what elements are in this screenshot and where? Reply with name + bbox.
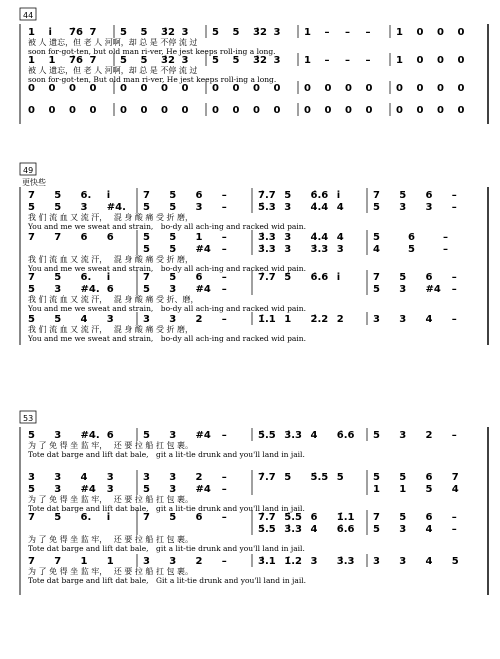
note: 5̇.5	[310, 472, 329, 483]
lyric-chinese: 我 们 流 血 又 流 汗， 混 身 酸 痛 受 折 磨，	[28, 213, 194, 222]
note: 5	[140, 55, 148, 66]
note: 3̇2	[161, 55, 175, 66]
note: 0	[416, 27, 424, 38]
note: 2	[195, 556, 203, 567]
note: 3	[284, 232, 292, 243]
note: 7̇6	[69, 27, 83, 38]
note: 0	[457, 27, 465, 38]
note: 0	[181, 105, 189, 116]
note-lower: –	[451, 202, 457, 213]
note-lower: 4	[310, 524, 318, 535]
note: 0	[140, 105, 148, 116]
lyric-english: Tote dat barge and lift dat bale, git a lit-tie drunk and you'll land in jail.	[28, 544, 305, 553]
note: 3	[169, 472, 177, 483]
note: –	[345, 27, 350, 38]
note-lower: 5	[143, 202, 150, 213]
note: 3	[143, 472, 150, 483]
note-lower: 3	[54, 284, 62, 295]
note: 6̇.6	[310, 190, 329, 201]
note: 5	[169, 190, 177, 201]
note-lower: 3	[336, 244, 344, 255]
note: 0	[457, 83, 465, 94]
note: 4̇.4	[310, 232, 329, 243]
lyric-chinese: 我 们 流 血 又 流 汗， 混 身 酸 痛 受 折、磨，	[28, 295, 199, 304]
note-lower: –	[443, 244, 448, 255]
note: 5	[399, 272, 407, 283]
note: 7	[143, 272, 150, 283]
note: 5	[120, 27, 127, 38]
note-lower: 3	[399, 524, 407, 535]
note: 5	[284, 272, 292, 283]
note-lower: 5	[28, 284, 35, 295]
note: 0	[416, 105, 424, 116]
note: 6	[425, 272, 433, 283]
note-lower: 5	[143, 244, 150, 255]
note-lower: 5	[169, 244, 177, 255]
note: 1	[195, 232, 203, 243]
note: 3̇.3	[258, 232, 276, 243]
note: 0	[437, 83, 444, 94]
note: 3	[399, 314, 407, 325]
note-lower: 5	[54, 202, 62, 213]
note-lower: 5	[373, 202, 380, 213]
note: 2	[336, 314, 344, 325]
note: 7	[373, 190, 380, 201]
note: 0	[365, 83, 373, 94]
note: –	[451, 512, 457, 523]
note: 5	[169, 512, 177, 523]
note: 5̇.5	[258, 430, 276, 441]
note-lower: –	[221, 244, 227, 255]
note-lower: 3	[106, 484, 114, 495]
note: 4	[425, 556, 433, 567]
note: 5	[399, 472, 407, 483]
note-lower: 3̇.3	[284, 524, 302, 535]
lyric-chinese: 为 了 免 得 坐 监 牢， 还 要 拉 船 扛 包 裹。	[28, 441, 194, 450]
note: i	[48, 27, 52, 38]
note: 0	[365, 105, 373, 116]
note: 5	[28, 430, 35, 441]
lyric-chinese: 为 了 免 得 坐 监 牢， 还 要 拉 船 扛 包 裹。	[28, 535, 194, 544]
note: 3	[399, 430, 407, 441]
lyric-chinese: 被 人 遗忘，但 老 人 河啊，却 总 是 不停 流 过	[28, 38, 198, 47]
note: 0	[396, 105, 403, 116]
note-lower: –	[451, 284, 457, 295]
note: 0	[304, 105, 311, 116]
note: 0	[457, 105, 465, 116]
note-lower: 5	[28, 484, 35, 495]
note: –	[451, 272, 457, 283]
note-lower: 3	[399, 284, 407, 295]
note: 6	[106, 430, 114, 441]
note: 5	[54, 314, 62, 325]
note: 5	[373, 472, 380, 483]
note-lower: #4	[425, 284, 441, 295]
note-lower: #4	[195, 484, 211, 495]
note: 5	[120, 55, 127, 66]
note-lower: #4.	[106, 202, 126, 213]
note: 5	[399, 512, 407, 523]
note: 5	[284, 472, 292, 483]
note: 5	[54, 190, 62, 201]
note-lower: 3	[195, 202, 203, 213]
note-lower: 5	[425, 484, 433, 495]
lyric-chinese: 我 们 流 血 又 流 汗， 混 身 酸 痛 受 折 磨，	[28, 255, 194, 264]
note: 5	[28, 314, 35, 325]
note: 0	[437, 27, 444, 38]
measure-number: 53	[23, 414, 34, 423]
note: 7	[89, 27, 97, 38]
note: 7	[28, 272, 35, 283]
note: 3	[169, 430, 177, 441]
note: 0	[232, 83, 240, 94]
note: 6	[195, 512, 203, 523]
note: 7	[143, 512, 150, 523]
note: 0	[253, 105, 260, 116]
note: 0	[89, 83, 97, 94]
note: 3	[273, 55, 281, 66]
note: 5	[143, 232, 150, 243]
note: 5	[54, 512, 62, 523]
note-lower: 5	[28, 202, 35, 213]
note: 1	[304, 27, 311, 38]
note: 0	[120, 105, 127, 116]
lyric-english: soon for-got-ten, but old man ri-ver, He jest keeps roll-ing a long.	[28, 47, 276, 56]
lyric-english: You and me we sweat and strain, bo-dy all ach-ing and racked wid pain.	[28, 304, 306, 313]
note: 0	[181, 83, 189, 94]
note: i	[106, 190, 111, 201]
note: 1	[396, 27, 403, 38]
note: 6̇.6	[336, 430, 355, 441]
measure-number: 49	[23, 166, 34, 175]
lyric-english: soon for-got-ten, But old man ri-ver, He jest keeps roll-ing a long.	[28, 75, 277, 84]
note: i	[336, 272, 341, 283]
note: 0	[48, 105, 56, 116]
note: 3	[181, 27, 189, 38]
note: 1̇.1	[336, 512, 355, 523]
note: –	[451, 430, 457, 441]
note: 6.	[80, 512, 92, 523]
note: –	[221, 190, 227, 201]
note: 6.	[80, 190, 92, 201]
note: 0	[416, 55, 424, 66]
note-lower: 3	[399, 202, 407, 213]
note-lower: 4	[336, 202, 344, 213]
note: 1	[396, 55, 403, 66]
lyric-english: Tote dat barge and lift dat bale, git a lit-tie drunk and you'll land in jail.	[28, 504, 305, 513]
lyric-chinese: 我 们 流 血 又 流 汗， 混 身 酸 痛 受 折 磨，	[28, 325, 194, 334]
note: 3	[399, 556, 407, 567]
note-lower: 1	[373, 484, 380, 495]
note: 1	[106, 556, 114, 567]
note: 6	[425, 512, 433, 523]
note: 7̇.7	[258, 472, 276, 483]
measure-number: 44	[23, 11, 34, 20]
note-lower: 4	[373, 244, 380, 255]
note-lower: –	[221, 284, 227, 295]
note: 6	[195, 272, 203, 283]
note: 7	[89, 55, 97, 66]
note: 1	[80, 556, 88, 567]
note: 3	[181, 55, 189, 66]
note: 3̇.3	[336, 556, 355, 567]
note-lower: –	[221, 202, 227, 213]
note: 0	[324, 83, 332, 94]
note: 6.	[80, 272, 92, 283]
note: 0	[69, 83, 76, 94]
lyric-english: Tote dat barge and lift dat bale, Git a lit-tie drunk and you'll land in jail.	[28, 576, 307, 585]
note: 0	[345, 105, 352, 116]
note: 5	[232, 27, 240, 38]
note: 0	[457, 55, 465, 66]
note: 0	[304, 83, 311, 94]
note: 5	[336, 472, 344, 483]
note: 0	[437, 55, 444, 66]
note-lower: –	[221, 484, 227, 495]
tempo-marking: 更快些	[22, 178, 46, 187]
note: 0	[140, 83, 148, 94]
note: 2	[195, 314, 203, 325]
note: 1	[28, 55, 35, 66]
note-lower: 5	[408, 244, 415, 255]
note-lower: 3̇.3	[258, 244, 276, 255]
note-lower: 5̇.5	[258, 524, 276, 535]
note-lower: #4	[195, 284, 211, 295]
note: –	[365, 27, 371, 38]
note: 4	[80, 472, 88, 483]
note: –	[324, 55, 330, 66]
note-lower: 3	[284, 202, 292, 213]
note: –	[443, 232, 448, 243]
note: –	[345, 55, 350, 66]
note: –	[451, 314, 457, 325]
note: 5	[54, 272, 62, 283]
note: 1	[284, 314, 292, 325]
note: i	[106, 512, 111, 523]
note: 5	[143, 430, 150, 441]
note: 3	[106, 472, 114, 483]
note: 0	[161, 105, 168, 116]
note: 3	[169, 556, 177, 567]
note: 0	[396, 83, 403, 94]
note: 2	[425, 430, 433, 441]
note: –	[221, 430, 227, 441]
note-lower: 1	[399, 484, 407, 495]
note: 1	[304, 55, 311, 66]
note-lower: 6	[106, 284, 114, 295]
note-lower: –	[451, 524, 457, 535]
note: 6	[195, 190, 203, 201]
note: 0	[232, 105, 240, 116]
note: 0	[28, 83, 35, 94]
note: 7	[373, 272, 380, 283]
note: 7̇.7	[258, 190, 276, 201]
note: 3	[143, 314, 150, 325]
lyric-english: You and me we sweat and strain, bo-dy all ach-ing and racked wid pain.	[28, 264, 306, 273]
note-lower: 3	[425, 202, 433, 213]
note: 7	[28, 556, 35, 567]
note: 1̇.2	[284, 556, 302, 567]
note-lower: 5	[143, 484, 150, 495]
note: 5	[451, 556, 459, 567]
note-lower: 3	[284, 244, 292, 255]
note: #4.	[80, 430, 100, 441]
note: 1	[48, 55, 56, 66]
note: 7	[143, 190, 150, 201]
note: 0	[324, 105, 332, 116]
note-lower: 3	[54, 484, 62, 495]
note: 3	[273, 27, 281, 38]
note: 6	[310, 512, 318, 523]
note: 1	[28, 27, 35, 38]
note-lower: 3̇.3	[310, 244, 329, 255]
note: 7̇.7	[258, 272, 276, 283]
note: 0	[345, 83, 352, 94]
note-lower: 4̇.4	[310, 202, 329, 213]
note: 3	[143, 556, 150, 567]
note: 7	[54, 232, 62, 243]
note-lower: 5	[373, 524, 380, 535]
note: 0	[212, 83, 219, 94]
note: 1̇.1	[258, 314, 276, 325]
note: 5	[399, 190, 407, 201]
note: 4	[336, 232, 344, 243]
note: 3̇2	[253, 27, 267, 38]
note: 0	[161, 83, 168, 94]
note: 6	[106, 232, 114, 243]
lyric-english: You and me we sweat and strain, bo-dy all ach-ing and racked wid pain.	[28, 222, 306, 231]
note: #4	[195, 430, 211, 441]
note: 0	[28, 105, 35, 116]
note: 5	[169, 272, 177, 283]
note: 0	[120, 83, 127, 94]
note: 7̇6	[69, 55, 83, 66]
note: 2̇.2	[310, 314, 329, 325]
lyric-chinese: 被 人 遗忘，但 老 人 河啊，却 总 是 不停 流 过	[28, 66, 198, 75]
lyric-chinese: 为 了 免 得 坐 监 牢， 还 要 拉 船 扛 包 裹。	[28, 495, 194, 504]
note: 7	[28, 512, 35, 523]
note: 7	[451, 472, 459, 483]
note: 5	[140, 27, 148, 38]
note-lower: 6̇.6	[336, 524, 355, 535]
note: –	[324, 27, 330, 38]
note-lower: #4	[80, 484, 96, 495]
note: 3	[54, 430, 62, 441]
note: 2	[195, 472, 203, 483]
note: 7	[54, 556, 62, 567]
note: –	[221, 556, 227, 567]
note: –	[365, 55, 371, 66]
note: 3	[169, 314, 177, 325]
note: 5	[212, 27, 219, 38]
note-lower: 3	[169, 284, 177, 295]
note: –	[451, 190, 457, 201]
note: 0	[89, 105, 97, 116]
note-lower: 3	[80, 202, 88, 213]
note: 6	[425, 190, 433, 201]
note: 6	[408, 232, 415, 243]
note: 5̇.5	[284, 512, 302, 523]
note-lower: 5̇.3	[258, 202, 276, 213]
note: 0	[273, 83, 281, 94]
lyric-english: You and me we sweat and strain, bo-dy all ach-ing and racked wid pain.	[28, 334, 306, 343]
note: 3̇2	[161, 27, 175, 38]
note: 0	[253, 83, 260, 94]
note: 3	[106, 314, 114, 325]
note: 6	[425, 472, 433, 483]
note-lower: #4.	[80, 284, 100, 295]
note: –	[221, 512, 227, 523]
lyric-english: Tote dat barge and lift dat bale, git a lit-tle drunk and you'll land in jail.	[28, 450, 305, 459]
note: 4	[80, 314, 88, 325]
note: 3	[310, 556, 318, 567]
note: 0	[416, 83, 424, 94]
note: 5	[212, 55, 219, 66]
note-lower: 4	[425, 524, 433, 535]
note: 0	[212, 105, 219, 116]
note-lower: 4	[451, 484, 459, 495]
note: –	[221, 472, 227, 483]
note-lower: 5	[143, 284, 150, 295]
note: 5	[232, 55, 240, 66]
note: 5	[169, 232, 177, 243]
note: 0	[437, 105, 444, 116]
note: 3	[54, 472, 62, 483]
note: 5	[373, 430, 380, 441]
note: 3	[28, 472, 35, 483]
note-lower: 3	[169, 484, 177, 495]
note: 0	[48, 83, 56, 94]
note: 3	[373, 314, 380, 325]
note: 6̇.6	[310, 272, 329, 283]
note: 5	[284, 190, 292, 201]
note: 3̇.1	[258, 556, 276, 567]
note-lower: #4	[195, 244, 211, 255]
note: i	[106, 272, 111, 283]
note: 3̇.3	[284, 430, 302, 441]
note-lower: 5	[373, 284, 380, 295]
note: 4	[425, 314, 433, 325]
note: –	[221, 272, 227, 283]
note: 0	[273, 105, 281, 116]
note-lower: 5	[169, 202, 177, 213]
note: 3	[373, 556, 380, 567]
note: 7̇.7	[258, 512, 276, 523]
note: 7	[373, 512, 380, 523]
lyric-chinese: 为 了 免 得 坐 监 牢， 还 要 拉 船 扛 包 裹。	[28, 567, 194, 576]
note: 0	[69, 105, 76, 116]
note: 4	[310, 430, 318, 441]
note: i	[336, 190, 341, 201]
note: –	[221, 232, 227, 243]
note: 7	[28, 190, 35, 201]
note: –	[221, 314, 227, 325]
note: 7	[28, 232, 35, 243]
note: 5	[373, 232, 380, 243]
note: 3̇2	[253, 55, 267, 66]
note: 6	[80, 232, 88, 243]
